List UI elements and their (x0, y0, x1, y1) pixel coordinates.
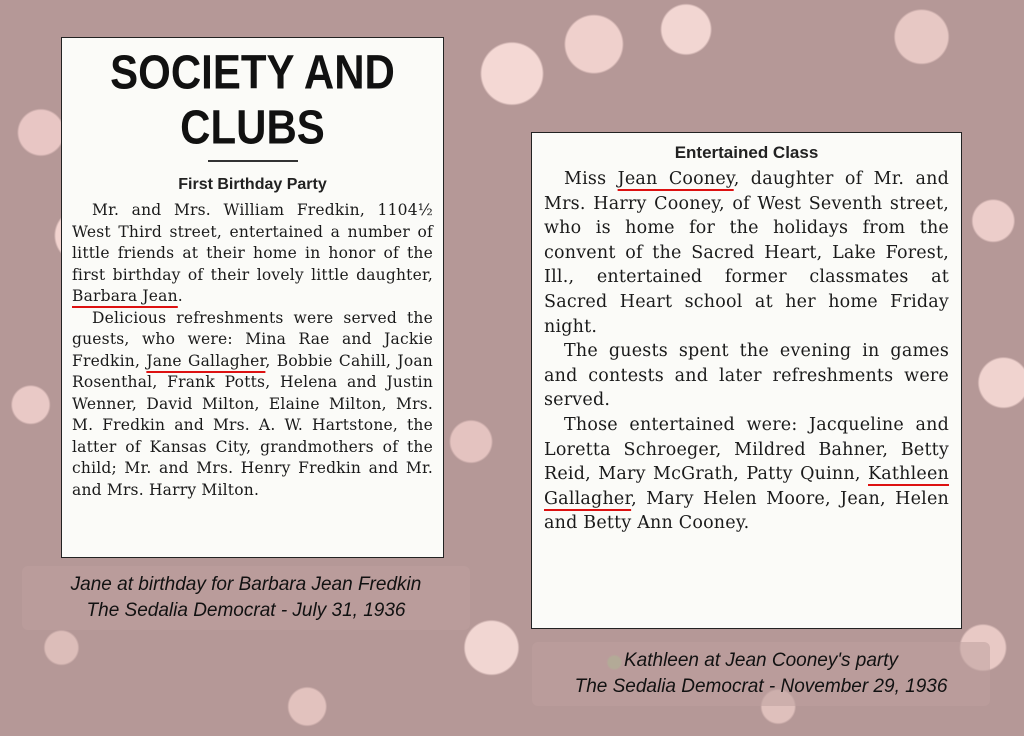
text-span: , daughter of Mr. and Mrs. Harry Cooney, of West Seventh street, who is home for the holidays from the convent of the Sacred Heart, Lake Forest, Ill., entertained former classmates at Sacred Heart school at her home Friday night. (544, 169, 949, 337)
article-paragraph-2: The guests spent the evening in games and contests and later refreshments were served. (544, 341, 949, 411)
birthday-party-clipping (61, 37, 444, 558)
article-paragraph-2 (72, 308, 433, 502)
caption-line-2: The Sedalia Democrat - July 31, 1936 (86, 600, 406, 621)
entertained-class-clipping (531, 132, 962, 629)
article-headline: First Birthday Party (178, 176, 327, 193)
text-span: Delicious refreshments were served the guests, who were: Mina Rae and Jackie Fredkin, (72, 308, 433, 370)
article-paragraph-1 (544, 167, 949, 339)
text-span: , Mary Helen Moore, Jean, Helen and Betty Ann Cooney. (544, 488, 949, 534)
right-caption (532, 642, 990, 706)
caption-line-2: The Sedalia Democrat - November 29, 1936 (574, 676, 948, 697)
text-span: . (177, 287, 183, 305)
highlighted-name: Barbara Jean (72, 287, 178, 305)
article-paragraph-3 (544, 413, 949, 536)
highlighted-name: Kathleen Gallagher (544, 464, 949, 509)
text-span: , Bobbie Cahill, Joan Rosenthal, Frank Potts, Helena and Justin Wenner, David Milton, Elaine Milton, Mrs. M. Fredkin and Mrs. A. W. Hartstone, the latter of Kansas City, grandmothers of the child; Mr. and Mrs. Henry Fredkin and Mr. and Mrs. Harry Milton. (72, 351, 433, 499)
section-masthead: SOCIETY AND CLUBS (110, 44, 395, 155)
caption-line-1: Kathleen at Jean Cooney's party (623, 650, 899, 671)
highlighted-name: Jane Gallagher (146, 351, 266, 370)
text-span: Miss (564, 169, 618, 189)
article-headline: Entertained Class (674, 143, 819, 162)
masthead-rule (208, 160, 298, 162)
caption-line-1: Jane at birthday for Barbara Jean Fredkin (70, 574, 422, 595)
article-paragraph-1 (72, 200, 433, 308)
text-span: Mr. and Mrs. William Fredkin, 1104½ West Third street, entertained a number of little friends at their home in honor of the first birthday of their lovely little daughter, (72, 201, 433, 284)
left-caption (22, 566, 470, 630)
text-span: Those entertained were: Jacqueline and Loretta Schroeger, Mildred Bahner, Betty Reid, Mary McGrath, Patty Quinn, (544, 414, 949, 485)
highlighted-name: Jean Cooney (617, 169, 734, 189)
